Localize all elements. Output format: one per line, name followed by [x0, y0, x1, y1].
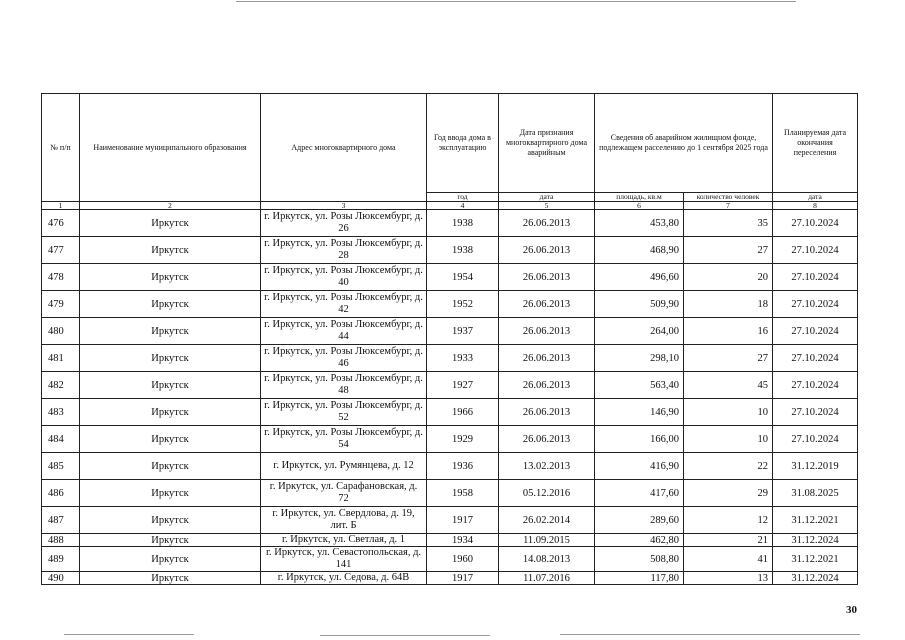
cell-area: 453,80: [595, 210, 684, 237]
scan-line-bottom-3: [560, 634, 860, 635]
column-number: 2: [80, 202, 261, 210]
cell-municipality: Иркутск: [80, 264, 261, 291]
cell-area: 509,90: [595, 291, 684, 318]
cell-index: 477: [42, 237, 80, 264]
table-row: [42, 399, 858, 426]
column-number: 8: [773, 202, 858, 210]
subheader-area: площадь, кв.м: [595, 193, 684, 202]
cell-end-date: 31.12.2019: [773, 453, 858, 480]
cell-date: 05.12.2016: [499, 480, 595, 507]
table-row: [42, 480, 858, 507]
cell-municipality: Иркутск: [80, 291, 261, 318]
cell-year: 1917: [427, 507, 499, 534]
cell-address: г. Иркутск, ул. Свердлова, д. 19, лит. Б: [261, 507, 427, 534]
cell-index: 489: [42, 547, 80, 572]
cell-address: г. Иркутск, ул. Розы Люксембург, д. 46: [261, 345, 427, 372]
cell-address: г. Иркутск, ул. Румянцева, д. 12: [261, 453, 427, 480]
cell-end-date: 31.12.2021: [773, 507, 858, 534]
cell-year: 1938: [427, 210, 499, 237]
scan-line-top: [236, 1, 796, 2]
table-row: [42, 372, 858, 399]
cell-index: 481: [42, 345, 80, 372]
cell-area: 166,00: [595, 426, 684, 453]
cell-municipality: Иркутск: [80, 480, 261, 507]
cell-index: 483: [42, 399, 80, 426]
cell-municipality: Иркутск: [80, 453, 261, 480]
cell-area: 417,60: [595, 480, 684, 507]
cell-people: 12: [684, 507, 773, 534]
cell-address: г. Иркутск, ул. Севастопольская, д. 141: [261, 547, 427, 572]
header-municipality: Наименование муниципального образования: [80, 94, 261, 202]
cell-date: 26.06.2013: [499, 210, 595, 237]
page-number: 30: [846, 604, 857, 616]
cell-area: 508,80: [595, 547, 684, 572]
subheader-date: дата: [499, 193, 595, 202]
cell-area: 117,80: [595, 572, 684, 585]
cell-area: 563,40: [595, 372, 684, 399]
cell-year: 1954: [427, 264, 499, 291]
table-row: [42, 453, 858, 480]
cell-municipality: Иркутск: [80, 318, 261, 345]
cell-end-date: 31.12.2021: [773, 547, 858, 572]
cell-index: 485: [42, 453, 80, 480]
cell-index: 486: [42, 480, 80, 507]
cell-end-date: 31.12.2024: [773, 534, 858, 547]
table-row: [42, 547, 858, 572]
subheader-year: год: [427, 193, 499, 202]
cell-municipality: Иркутск: [80, 372, 261, 399]
cell-municipality: Иркутск: [80, 399, 261, 426]
header-housing-info: Сведения об аварийном жилищном фонде, подлежащем расселению до 1 сентября 2025 года: [595, 94, 773, 193]
cell-municipality: Иркутск: [80, 534, 261, 547]
cell-date: 26.06.2013: [499, 237, 595, 264]
resettlement-table: [41, 93, 858, 585]
cell-date: 14.08.2013: [499, 547, 595, 572]
table-row: [42, 507, 858, 534]
header-index: № п/п: [42, 94, 80, 202]
column-number: 4: [427, 202, 499, 210]
cell-year: 1917: [427, 572, 499, 585]
cell-people: 16: [684, 318, 773, 345]
cell-date: 26.06.2013: [499, 345, 595, 372]
cell-address: г. Иркутск, ул. Розы Люксембург, д. 26: [261, 210, 427, 237]
cell-date: 26.06.2013: [499, 426, 595, 453]
header-date-declared: Дата признания многоквартирного дома аварийным: [499, 94, 595, 193]
cell-area: 496,60: [595, 264, 684, 291]
cell-end-date: 27.10.2024: [773, 399, 858, 426]
cell-index: 482: [42, 372, 80, 399]
column-number: 6: [595, 202, 684, 210]
cell-people: 27: [684, 345, 773, 372]
table-row: [42, 264, 858, 291]
cell-year: 1933: [427, 345, 499, 372]
cell-address: г. Иркутск, ул. Сарафановская, д. 72: [261, 480, 427, 507]
table-body: [42, 210, 858, 585]
cell-end-date: 27.10.2024: [773, 210, 858, 237]
cell-year: 1927: [427, 372, 499, 399]
column-number: 1: [42, 202, 80, 210]
cell-area: 264,00: [595, 318, 684, 345]
cell-index: 480: [42, 318, 80, 345]
cell-year: 1952: [427, 291, 499, 318]
cell-index: 490: [42, 572, 80, 585]
cell-people: 45: [684, 372, 773, 399]
header-address: Адрес многоквартирного дома: [261, 94, 427, 202]
cell-people: 27: [684, 237, 773, 264]
cell-people: 22: [684, 453, 773, 480]
cell-area: 289,60: [595, 507, 684, 534]
cell-people: 35: [684, 210, 773, 237]
header-year-commissioned: Год ввода дома в эксплуатацию: [427, 94, 499, 193]
cell-municipality: Иркутск: [80, 507, 261, 534]
cell-date: 26.06.2013: [499, 264, 595, 291]
table-row: [42, 291, 858, 318]
cell-year: 1936: [427, 453, 499, 480]
cell-address: г. Иркутск, ул. Седова, д. 64В: [261, 572, 427, 585]
cell-address: г. Иркутск, ул. Розы Люксембург, д. 52: [261, 399, 427, 426]
table-row: [42, 210, 858, 237]
cell-area: 468,90: [595, 237, 684, 264]
cell-end-date: 27.10.2024: [773, 264, 858, 291]
cell-address: г. Иркутск, ул. Розы Люксембург, д. 28: [261, 237, 427, 264]
cell-people: 10: [684, 426, 773, 453]
cell-address: г. Иркутск, ул. Розы Люксембург, д. 48: [261, 372, 427, 399]
cell-municipality: Иркутск: [80, 426, 261, 453]
cell-end-date: 27.10.2024: [773, 237, 858, 264]
cell-index: 488: [42, 534, 80, 547]
cell-municipality: Иркутск: [80, 547, 261, 572]
cell-address: г. Иркутск, ул. Розы Люксембург, д. 42: [261, 291, 427, 318]
cell-area: 462,80: [595, 534, 684, 547]
cell-index: 487: [42, 507, 80, 534]
cell-end-date: 31.08.2025: [773, 480, 858, 507]
subheader-people: количество человек: [684, 193, 773, 202]
scan-line-bottom-2: [320, 635, 490, 636]
cell-year: 1938: [427, 237, 499, 264]
cell-people: 10: [684, 399, 773, 426]
cell-end-date: 27.10.2024: [773, 291, 858, 318]
column-number: 7: [684, 202, 773, 210]
table-row: [42, 345, 858, 372]
subheader-end-date: дата: [773, 193, 858, 202]
table-row: [42, 572, 858, 585]
cell-area: 416,90: [595, 453, 684, 480]
cell-area: 298,10: [595, 345, 684, 372]
cell-year: 1966: [427, 399, 499, 426]
cell-end-date: 27.10.2024: [773, 426, 858, 453]
table-row: [42, 318, 858, 345]
cell-year: 1937: [427, 318, 499, 345]
header-planned-end: Планируемая дата окончания переселения: [773, 94, 858, 193]
cell-municipality: Иркутск: [80, 345, 261, 372]
cell-index: 476: [42, 210, 80, 237]
cell-index: 484: [42, 426, 80, 453]
cell-people: 20: [684, 264, 773, 291]
scan-line-bottom-1: [64, 634, 194, 635]
cell-people: 21: [684, 534, 773, 547]
table-row: [42, 426, 858, 453]
cell-people: 18: [684, 291, 773, 318]
cell-end-date: 27.10.2024: [773, 372, 858, 399]
cell-address: г. Иркутск, ул. Розы Люксембург, д. 54: [261, 426, 427, 453]
cell-date: 26.02.2014: [499, 507, 595, 534]
cell-date: 11.07.2016: [499, 572, 595, 585]
cell-end-date: 27.10.2024: [773, 318, 858, 345]
cell-index: 478: [42, 264, 80, 291]
cell-people: 41: [684, 547, 773, 572]
cell-people: 13: [684, 572, 773, 585]
cell-year: 1929: [427, 426, 499, 453]
cell-date: 26.06.2013: [499, 291, 595, 318]
column-number: 5: [499, 202, 595, 210]
cell-area: 146,90: [595, 399, 684, 426]
table-row: [42, 534, 858, 547]
cell-date: 26.06.2013: [499, 399, 595, 426]
cell-municipality: Иркутск: [80, 572, 261, 585]
cell-year: 1934: [427, 534, 499, 547]
cell-index: 479: [42, 291, 80, 318]
cell-municipality: Иркутск: [80, 210, 261, 237]
cell-municipality: Иркутск: [80, 237, 261, 264]
cell-address: г. Иркутск, ул. Розы Люксембург, д. 44: [261, 318, 427, 345]
cell-year: 1958: [427, 480, 499, 507]
column-number: 3: [261, 202, 427, 210]
cell-date: 11.09.2015: [499, 534, 595, 547]
cell-end-date: 31.12.2024: [773, 572, 858, 585]
cell-year: 1960: [427, 547, 499, 572]
cell-date: 26.06.2013: [499, 318, 595, 345]
cell-address: г. Иркутск, ул. Светлая, д. 1: [261, 534, 427, 547]
cell-people: 29: [684, 480, 773, 507]
cell-date: 26.06.2013: [499, 372, 595, 399]
table-row: [42, 237, 858, 264]
cell-end-date: 27.10.2024: [773, 345, 858, 372]
cell-address: г. Иркутск, ул. Розы Люксембург, д. 40: [261, 264, 427, 291]
cell-date: 13.02.2013: [499, 453, 595, 480]
